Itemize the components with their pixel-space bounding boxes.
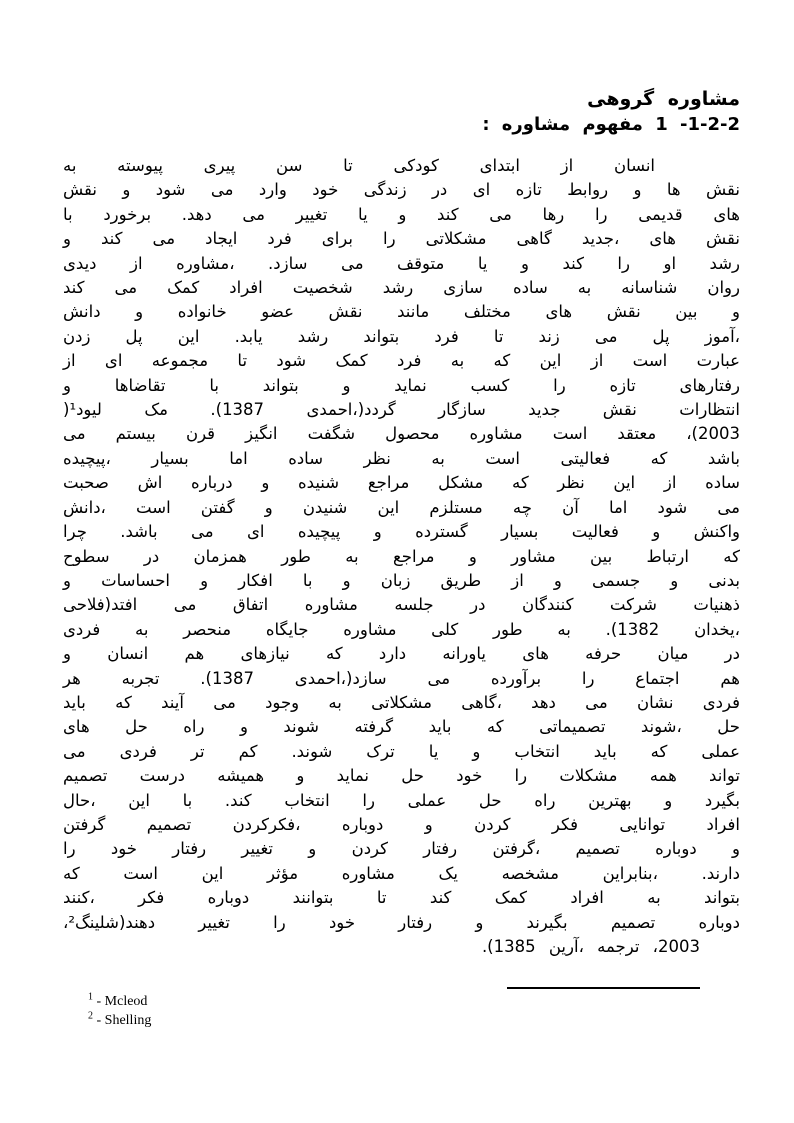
paragraph-line: ساده از این نظر که مشکل مراجع شنیده و درباره اش صحبت bbox=[63, 473, 740, 493]
paragraph-line: در میان حرفه های یاورانه دارد که نیازهای هم انسان و bbox=[63, 644, 740, 664]
paragraph-line: نقش های ،جدید گاهی مشکلاتی را برای فرد ایجاد می کند و bbox=[63, 229, 740, 249]
page-content bbox=[63, 86, 740, 959]
paragraph-line: روان شناسانه به ساده سازی رشد شخصیت افراد کمک می کند bbox=[63, 278, 740, 298]
paragraph-line: بدنی و جسمی و از طریق زبان و با افکار و احساسات و bbox=[63, 570, 740, 590]
footnote-text: - Mcleod bbox=[96, 994, 148, 1009]
paragraph-line: واکنش و فعالیت بسیار گسترده و پیچیده ای می باشد. چرا bbox=[63, 522, 740, 542]
footnote-mcleod bbox=[88, 992, 151, 1011]
paragraph-line: تواند همه مشکلات را خود حل نماید و همیشه درست تصمیم bbox=[63, 766, 740, 786]
paragraph-line: دوباره تصمیم بگیرند و رفتار خود را تغییر دهند(شلینگ²، bbox=[63, 912, 740, 932]
paragraph-line: بگیرد و بهترین راه حل عملی را انتخاب کند. با این ،حال bbox=[63, 790, 740, 810]
paragraph-line: عبارت است از این که به فرد کمک شود تا مجموعه ای از bbox=[63, 351, 740, 371]
document-title: مشاوره گروهی bbox=[587, 88, 740, 110]
paragraph-line: هم اجتماع را برآورده می سازد(،احمدی 1387). تجربه هر bbox=[63, 668, 740, 688]
paragraph-line: انتظارات نقش جدید سازگار گردد(،احمدی 1387). مک لیود¹( bbox=[63, 400, 741, 420]
paragraph-line: 2003، ترجمه ،آرین 1385). bbox=[481, 937, 700, 956]
paragraph-line: انسان از ابتدای کودکی تا سن پیری پیوسته به bbox=[63, 156, 655, 175]
paragraph-line: حل ،شوند تصمیماتی که باید گرفته شوند و راه حل های bbox=[63, 717, 740, 737]
paragraph-line: ،یخدان 1382). به طور کلی مشاوره جایگاه منحصر به فردی bbox=[63, 619, 740, 639]
paragraph-line: بتواند به افراد کمک کند تا بتوانند دوباره فکر ،کنند bbox=[63, 888, 740, 908]
paragraph-line: رشد او را کند و یا متوقف می سازد. ،مشاوره از دیدی bbox=[63, 253, 740, 273]
paragraph-line: ،آموز پل می زند تا فرد بتواند رشد یابد. این پل زدن bbox=[63, 326, 740, 346]
footnote-shelling bbox=[88, 1011, 151, 1030]
paragraph-line: افراد توانایی فکر کردن و دوباره ،فکرکردن تصمیم گرفتن bbox=[63, 814, 740, 834]
paragraph-line: ذهنیات شرکت کنندگان در جلسه مشاوره اتفاق می افتد(فلاحی bbox=[63, 595, 740, 615]
body-paragraph bbox=[63, 154, 740, 959]
section-heading: 1-2-2- 1 مفهوم مشاوره : bbox=[482, 114, 740, 135]
paragraph-line: باشد که فعالیتی است به نظر ساده اما بسیار ،پیچیده bbox=[63, 448, 740, 468]
paragraph-line: فردی نشان می دهد ،گاهی مشکلاتی به وجود می آیند که باید bbox=[63, 692, 740, 712]
paragraph-line: که ارتباط بین مشاور و مراجع به طور همزمان در سطوح bbox=[63, 546, 740, 566]
paragraph-line: 2003)، معتقد است مشاوره محصول شگفت انگیز قرن بیستم می bbox=[63, 424, 740, 444]
footnote-text: - Shelling bbox=[96, 1013, 152, 1028]
paragraph-line: و بین نقش های مختلف مانند نقش عضو خانواده و دانش bbox=[63, 302, 740, 322]
footnote-marker: 1 bbox=[88, 991, 93, 1003]
paragraph-line: دارند. ،بنابراین مشخصه یک مشاوره مؤثر این است که bbox=[63, 863, 740, 883]
paragraph-line: عملی که باید انتخاب و یا ترک شوند. کم تر فردی می bbox=[63, 741, 740, 761]
footnotes-area bbox=[88, 992, 151, 1030]
paragraph-line: نقش ها و روابط تازه ای در زندگی خود وارد می شود و نقش bbox=[63, 180, 740, 200]
paragraph-line: رفتارهای تازه را کسب نماید و بتواند با تقاضاها و bbox=[63, 375, 740, 395]
paragraph-line: می شود اما آن چه مستلزم این شنیدن و گفتن است ،دانش bbox=[63, 497, 740, 517]
footnote-marker: 2 bbox=[88, 1010, 93, 1022]
paragraph-line: و دوباره تصمیم ،گرفتن رفتار کردن و تغییر رفتار خود را bbox=[63, 839, 740, 859]
paragraph-line: های قدیمی را رها می کند و یا تغییر می دهد. برخورد با bbox=[63, 204, 740, 224]
footnote-separator bbox=[507, 987, 700, 989]
